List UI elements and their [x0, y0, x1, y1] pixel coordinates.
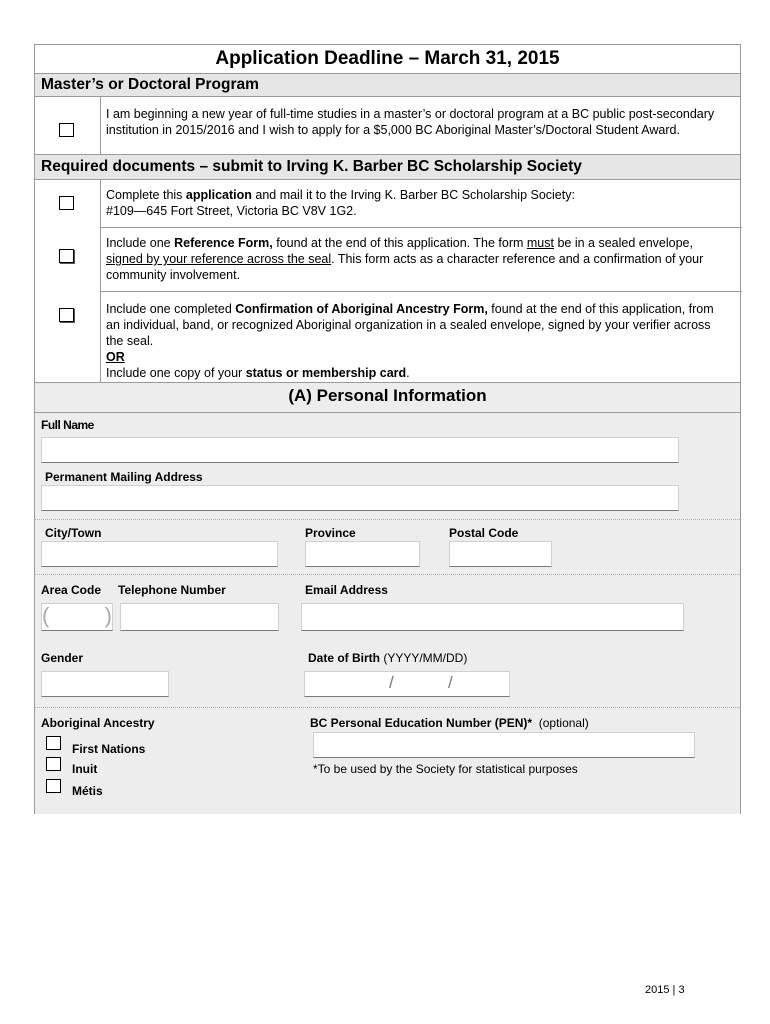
divider — [35, 96, 740, 97]
mailing-address-label: Permanent Mailing Address — [45, 470, 203, 484]
inuit-label: Inuit — [72, 762, 98, 776]
full-name-field[interactable] — [41, 437, 679, 463]
postal-code-label: Postal Code — [449, 526, 519, 540]
item-bold: status or membership card — [245, 366, 407, 380]
postal-code-field[interactable] — [449, 541, 552, 567]
item-text: and mail it to the Irving K. Barber BC Scholarship Society: — [251, 188, 575, 202]
paren-close: ) — [104, 603, 112, 628]
reference-form-checkbox[interactable] — [59, 249, 74, 263]
item-text: Include one copy of your — [106, 366, 246, 380]
dob-label-text: Date of Birth — [308, 651, 380, 665]
email-label: Email Address — [305, 583, 388, 597]
required-heading: Required documents – submit to Irving K. Barber BC Scholarship Society — [41, 158, 582, 175]
gender-label: Gender — [41, 651, 84, 665]
or-text: OR — [106, 350, 125, 364]
item-reference-text — [106, 235, 731, 283]
pen-optional: (optional) — [538, 716, 589, 730]
telephone-field[interactable] — [120, 603, 279, 631]
divider — [100, 227, 742, 228]
item-underline: must — [526, 236, 554, 250]
first-nations-label: First Nations — [72, 742, 146, 756]
full-name-label: Full Name — [41, 418, 94, 432]
item-bold: Reference Form, — [174, 236, 273, 250]
dob-label — [308, 651, 467, 665]
divider — [35, 179, 740, 180]
item-text: found at the end of this application, from an individual, band, or recognized Aboriginal organization in a sealed envelope, signed by your verifier across the seal. — [106, 302, 714, 348]
pen-field[interactable] — [313, 732, 695, 758]
ancestry-form-checkbox[interactable] — [59, 308, 74, 322]
city-label: City/Town — [45, 526, 102, 540]
metis-checkbox[interactable] — [46, 779, 61, 793]
personal-info-heading: (A) Personal Information — [288, 386, 487, 405]
item-text: Include one — [106, 236, 175, 250]
metis-label: Métis — [72, 784, 103, 798]
item-text: . — [406, 366, 410, 380]
pen-label-text: BC Personal Education Number (PEN)* — [310, 716, 533, 730]
dob-field[interactable] — [304, 671, 510, 697]
telephone-label: Telephone Number — [118, 583, 226, 597]
province-field[interactable] — [305, 541, 420, 567]
inuit-checkbox[interactable] — [46, 757, 61, 771]
item-bold: Confirmation of Aboriginal Ancestry Form, — [235, 302, 488, 316]
item-text: Include one completed — [106, 302, 236, 316]
mailing-address-field[interactable] — [41, 485, 679, 511]
page-title: Application Deadline – March 31, 2015 — [215, 48, 560, 69]
dob-format: (YYYY/MM/DD) — [380, 651, 468, 665]
application-form — [34, 44, 741, 814]
program-heading: Master’s or Doctoral Program — [41, 76, 259, 93]
dob-slash: / — [448, 673, 453, 692]
area-code-field[interactable] — [41, 603, 113, 631]
program-band — [35, 73, 740, 96]
divider — [35, 73, 740, 74]
mailing-address-text: #109—645 Fort Street, Victoria BC V8V 1G2. — [106, 204, 357, 218]
divider — [35, 707, 740, 708]
area-code-label: Area Code — [41, 583, 102, 597]
required-band — [35, 154, 740, 179]
divider — [100, 179, 101, 382]
divider — [35, 382, 740, 383]
divider — [35, 154, 740, 155]
item-application-text — [106, 187, 726, 219]
dob-slash: / — [389, 673, 394, 692]
divider — [100, 291, 742, 292]
gender-field[interactable] — [41, 671, 169, 697]
page-footer: 2015 | 3 — [645, 984, 685, 996]
item-bold: application — [185, 188, 252, 202]
divider — [35, 574, 740, 575]
email-field[interactable] — [301, 603, 684, 631]
item-text: . This form acts as a character reference and a confirmation of your community involvement. — [106, 252, 704, 282]
item-ancestry-text — [106, 301, 731, 381]
province-label: Province — [305, 526, 356, 540]
paren-open: ( — [42, 603, 50, 628]
item-text: Complete this — [106, 188, 186, 202]
pen-label — [310, 716, 589, 730]
item-underline: signed by your reference across the seal — [106, 252, 332, 266]
application-checkbox[interactable] — [59, 196, 74, 210]
first-nations-checkbox[interactable] — [46, 736, 61, 750]
item-text: be in a sealed envelope, — [553, 236, 693, 250]
divider — [35, 519, 740, 520]
program-statement: I am beginning a new year of full-time studies in a master’s or doctoral program at a BC public post-secondary institution in 2015/2016 and I wish to apply for a $5,000 BC Aboriginal Master’s/Doctoral Student Award. — [106, 107, 715, 137]
program-checkbox[interactable] — [59, 123, 74, 137]
city-field[interactable] — [41, 541, 278, 567]
divider — [100, 96, 101, 154]
ancestry-label: Aboriginal Ancestry — [41, 716, 155, 730]
divider — [35, 412, 740, 413]
pen-note: *To be used by the Society for statistical purposes — [313, 762, 578, 776]
item-text: found at the end of this application. The form — [272, 236, 527, 250]
